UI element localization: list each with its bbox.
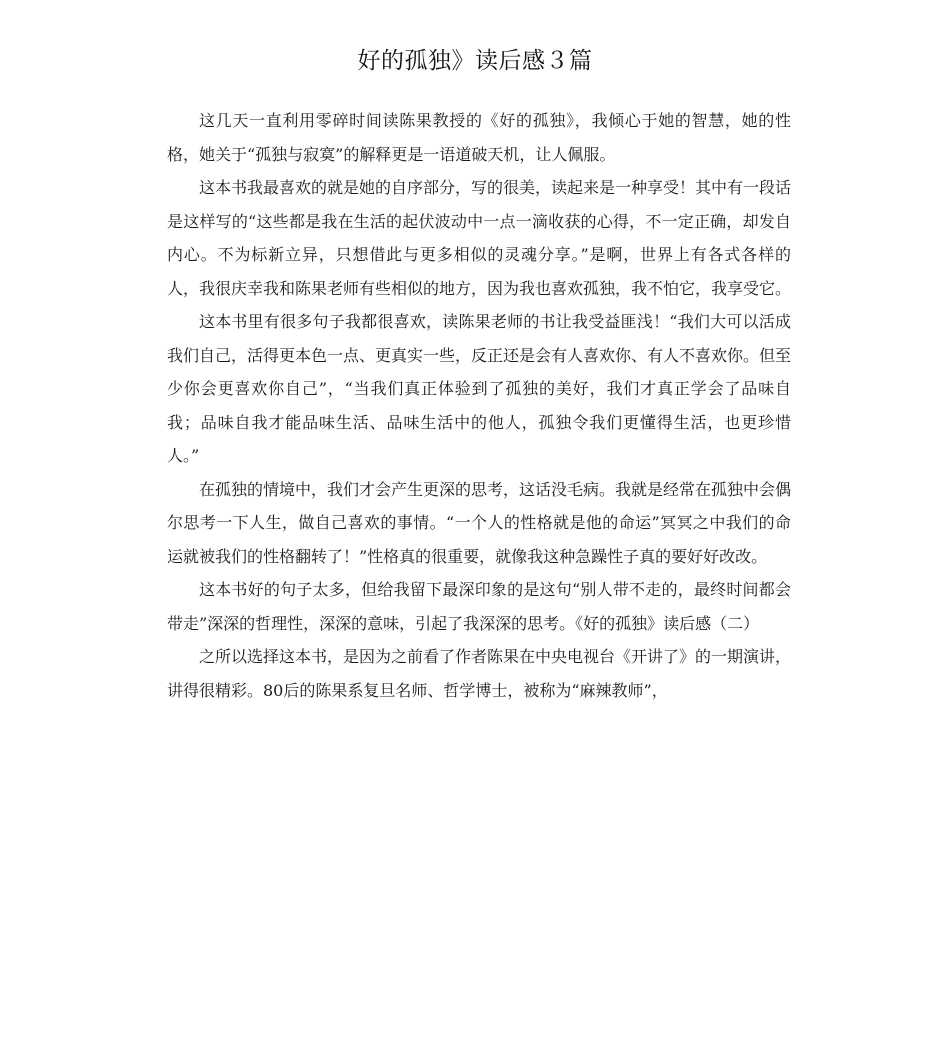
paragraph: 在孤独的情境中，我们才会产生更深的思考，这话没毛病。我就是经常在孤独中会偶尔思考一下人生，做自己喜欢的事情。“一个人的性格就是他的命运”冥冥之中我们的命运就被我们的性格翻转了！”性格真的很重要，就像我这种急躁性子真的要好好改改。 xyxy=(167,479,792,566)
document-title: 好的孤独》读后感３篇 xyxy=(357,48,593,74)
paragraph: 这本书好的句子太多，但给我留下最深印象的是这句“别人带不走的，最终时间都会带走”深深的哲理性，深深的意味，引起了我深深的思考。《好的孤独》读后感（二） xyxy=(167,580,791,633)
paragraph: 这几天一直利用零碎时间读陈果教授的《好的孤独》，我倾心于她的智慧，她的性格，她关于“孤独与寂寞”的解释更是一语道破天机，让人佩服。 xyxy=(167,111,791,164)
paragraph: 这本书我最喜欢的就是她的自序部分，写的很美，读起来是一种享受！其中有一段话是这样写的“这些都是我在生活的起伏波动中一点一滴收获的心得，不一定正确，却发自内心。不为标新立异，只想借此与更多相似的灵魂分享。”是啊，世界上有各式各样的人，我很庆幸我和陈果老师有些相似的地方，因为我也喜欢孤独，我不怕它，我享受它。 xyxy=(167,178,792,298)
paragraph: 之所以选择这本书，是因为之前看了作者陈果在中央电视台《开讲了》的一期演讲，讲得很精彩。80后的陈果系复旦名师、哲学博士，被称为“麻辣教师”， xyxy=(167,647,792,700)
document-body xyxy=(167,104,791,707)
paragraph: 这本书里有很多句子我都很喜欢，读陈果老师的书让我受益匪浅！“我们大可以活成我们自己，活得更本色一点、更真实一些，反正还是会有人喜欢你、有人不喜欢你。但至少你会更喜欢你自己”，“当我们真正体验到了孤独的美好，我们才真正学会了品味自我；品味自我才能品味生活、品味生活中的他人，孤独令我们更懂得生活，也更珍惜人。” xyxy=(167,312,792,465)
